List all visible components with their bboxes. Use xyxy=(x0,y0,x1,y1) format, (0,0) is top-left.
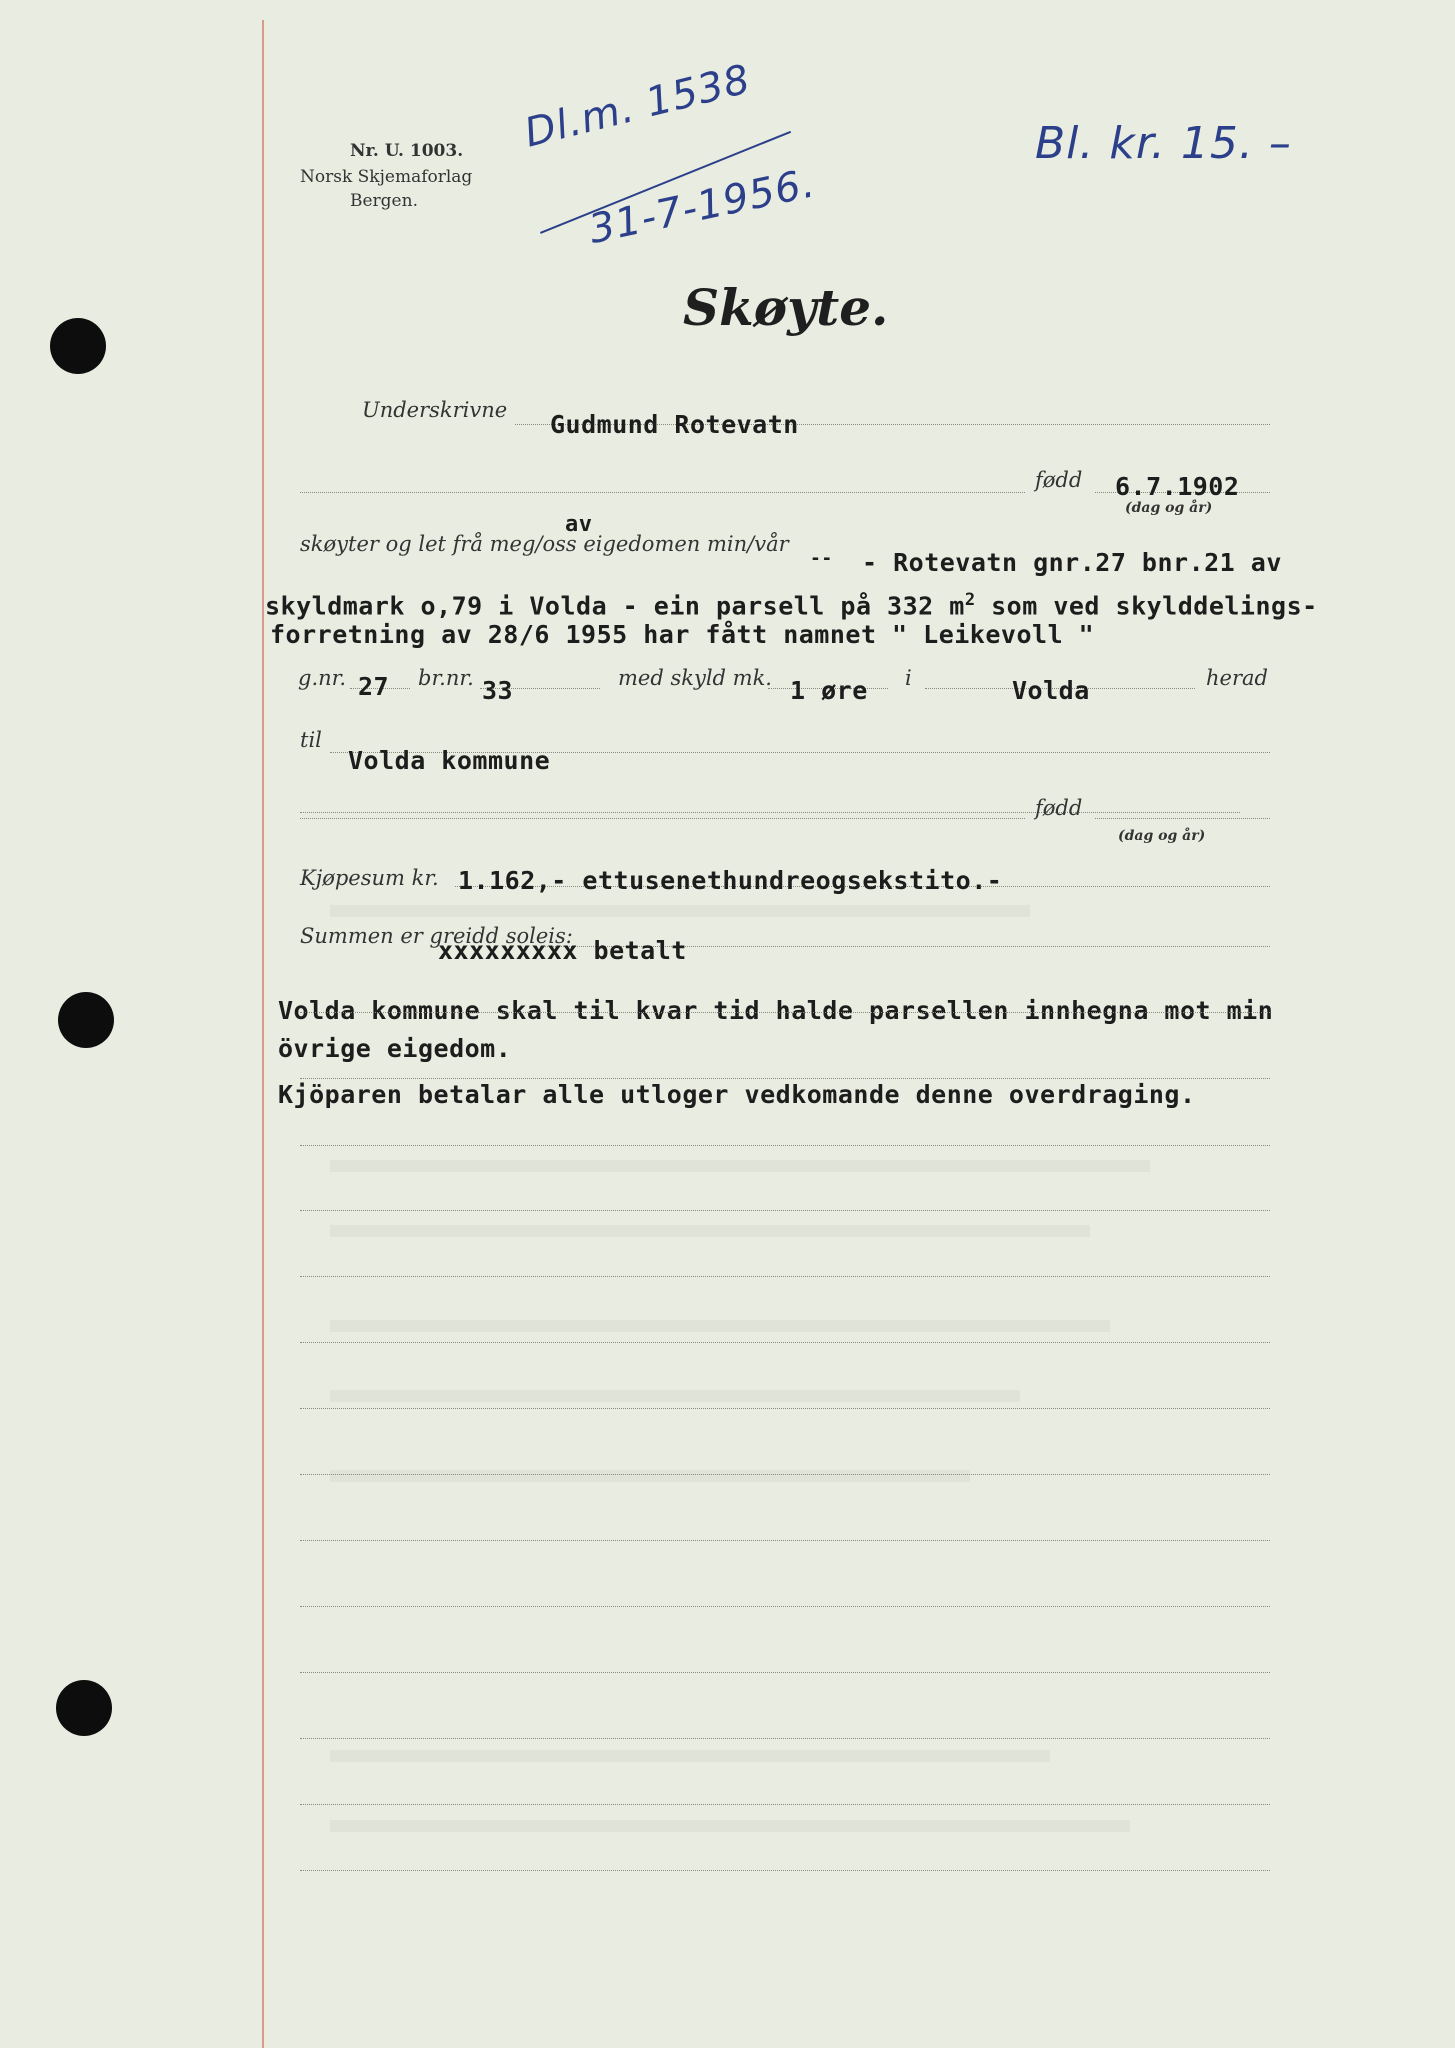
av-insert: av xyxy=(565,512,593,537)
publisher-city: Bergen. xyxy=(350,191,418,211)
gnr-label: g.nr. xyxy=(298,666,347,690)
skoyter-text: skøyter og let frå meg/oss eigedomen min/vår xyxy=(300,532,789,556)
bleed-through xyxy=(330,905,1030,917)
property-line-1: - Rotevatn gnr.27 bnr.21 av xyxy=(862,548,1282,577)
corner-note: Bl. kr. 15. – xyxy=(1035,118,1292,169)
dotted-rule xyxy=(300,1474,1270,1475)
kjopesum-label: Kjøpesum kr. xyxy=(300,866,439,890)
seller-birthdate: 6.7.1902 xyxy=(1115,472,1240,501)
property-line-3: forretning av 28/6 1955 har fått namnet " Leikevoll " xyxy=(270,620,1095,649)
dotted-rule xyxy=(300,1870,1270,1871)
underskrivne-label: Underskrivne xyxy=(362,398,508,422)
buyer-name: Volda kommune xyxy=(348,746,551,775)
gnr-value: 27 xyxy=(358,672,390,701)
dotted-rule xyxy=(300,1540,1270,1541)
bleed-through xyxy=(330,1820,1130,1832)
bleed-through xyxy=(330,1390,1020,1402)
punch-hole xyxy=(58,992,114,1048)
bleed-through xyxy=(330,1225,1090,1237)
dotted-rule xyxy=(300,1804,1270,1805)
dotted-rule xyxy=(300,818,1025,819)
dotted-rule xyxy=(300,1672,1270,1673)
date-format-hint-2: (dag og år) xyxy=(1118,828,1206,844)
bleed-through xyxy=(330,1320,1110,1332)
seller-name: Gudmund Rotevatn xyxy=(550,410,799,439)
registration-date: 31-7-1956. xyxy=(585,160,820,253)
til-label: til xyxy=(300,728,322,752)
form-number: Nr. U. 1003. xyxy=(350,141,464,161)
bleed-through xyxy=(330,1750,1050,1762)
punch-hole xyxy=(56,1680,112,1736)
registration-note: Dl.m. 1538 xyxy=(520,56,756,157)
brnr-value: 33 xyxy=(482,676,514,705)
dotted-rule xyxy=(300,1342,1270,1343)
publisher-name: Norsk Skjemaforlag xyxy=(300,167,473,187)
summen-label: Summen er greidd soleis: xyxy=(300,924,573,948)
dotted-rule xyxy=(300,1012,1270,1013)
fodd-label: fødd xyxy=(1035,468,1083,492)
dotted-rule xyxy=(300,1738,1270,1739)
brnr-label: br.nr. xyxy=(418,666,474,690)
punch-hole xyxy=(50,318,106,374)
kjopesum-value: 1.162,- ettusenethundreogsekstito.- xyxy=(458,866,1003,895)
terms-line-3: Kjöparen betalar alle utloger vedkomande denne overdraging. xyxy=(278,1080,1196,1109)
terms-line-1: Volda kommune skal til kvar tid halde parsellen innhegna mot min xyxy=(278,996,1274,1025)
dotted-rule xyxy=(300,1276,1270,1277)
dotted-rule xyxy=(300,1078,1270,1079)
dotted-rule xyxy=(300,1210,1270,1211)
dotted-rule xyxy=(1095,818,1270,819)
date-format-hint: (dag og år) xyxy=(1125,500,1213,516)
herad-value: Volda xyxy=(1012,676,1090,705)
dotted-rule xyxy=(300,1606,1270,1607)
summen-value: xxxxxxxxx betalt xyxy=(438,936,687,965)
dash-insert: -- xyxy=(810,548,833,569)
bleed-through xyxy=(330,1470,970,1482)
dotted-rule xyxy=(300,1408,1270,1409)
terms-line-2: övrige eigedom. xyxy=(278,1034,512,1063)
dotted-rule xyxy=(300,492,1025,493)
skyld-value: 1 øre xyxy=(790,676,868,705)
superscript-2: 2 xyxy=(964,590,976,610)
document-title: Skøyte. xyxy=(683,278,889,337)
dotted-rule xyxy=(300,812,1240,813)
property-line-2: skyldmark o,79 i Volda - ein parsell på 332 $m^2$ som ved skylddelings- xyxy=(265,590,1318,621)
skyld-label: med skyld mk. xyxy=(618,666,772,690)
i-label: i xyxy=(905,666,912,690)
margin-line xyxy=(262,20,264,2048)
fodd-label-2: fødd xyxy=(1035,796,1083,820)
herad-label: herad xyxy=(1206,666,1268,690)
bleed-through xyxy=(330,1160,1150,1172)
dotted-rule xyxy=(300,1145,1270,1146)
